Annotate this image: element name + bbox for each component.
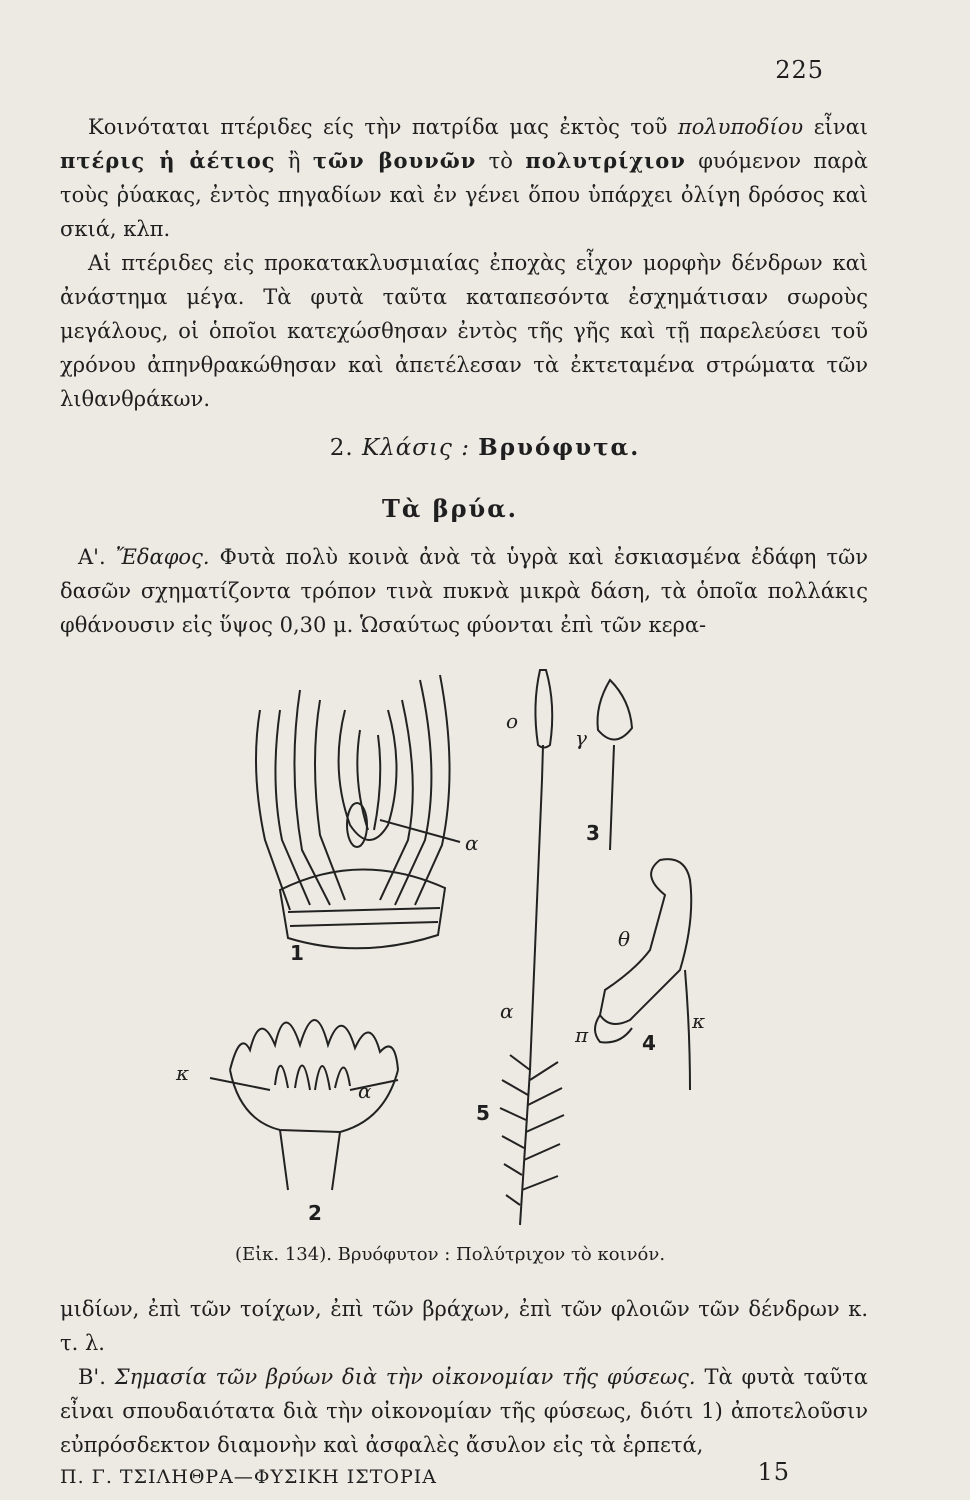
fig4-number-label: 4 [642, 1031, 656, 1055]
fig4-pi-label: π [575, 1023, 589, 1047]
fig2-alpha-label: α [358, 1079, 372, 1103]
figure-caption: (Εἰκ. 134). Βρυόφυτον : Πολύτριχον τὸ κοινόν. [234, 1244, 666, 1265]
fig1-number-label: 1 [290, 941, 304, 965]
fig5-omicron-label: ο [506, 709, 519, 733]
section-class-name: Βρυόφυτα. [478, 434, 641, 461]
paragraph-importance-text: Τὰ φυτὰ ταῦτα εἶναι σπουδαιότατα διὰ τὴν οἰκονομίαν τῆς φύσεως, διότι 1) ἀποτελοῦσιν εὐπρόσδεκτον διαμονὴν καὶ ἀσφαλὲς ἄσυλον εἰς τὰ ἑρπετά, [60, 1365, 868, 1457]
fig3-gamma-label: γ [575, 726, 587, 750]
fig2-number-label: 2 [308, 1201, 322, 1225]
fig4-sporangium-drawing [595, 859, 691, 1090]
fig3-capsule-drawing [598, 680, 633, 850]
fig5-moss-plant-drawing [500, 670, 564, 1225]
footer-book-title: Π. Γ. ΤΣΙΛΗΘΡΑ—ΦΥΣΙΚΗ ΙΣΤΟΡΙΑ [60, 1466, 437, 1488]
fig2-kappa-label: κ [176, 1061, 190, 1085]
term-polypodium: πολυποδίου [677, 115, 804, 139]
paragraph-habitat-text: Φυτὰ πολὺ κοινὰ ἀνὰ τὰ ὑγρὰ καὶ ἐσκιασμένα ἐδάφη τῶν δασῶν σχηματίζοντα τρόπον τινὰ πυκνὰ μικρὰ δάση, τὰ ὁποῖα πολλάκις φθάνουσιν εἰς ὕψος 0,30 μ. Ὡσαύτως φύονται ἐπὶ τῶν κερα- [60, 545, 868, 637]
paragraph-continuation: μιδίων, ἐπὶ τῶν τοίχων, ἐπὶ τῶν βράχων, ἐπὶ τῶν φλοιῶν τῶν δένδρων κ. τ. λ. [60, 1297, 868, 1355]
paragraph-habitat [60, 540, 868, 642]
paragraph-ferns [60, 110, 868, 416]
paragraph-importance-title: Σημασία τῶν βρύων διὰ τὴν οἰκονομίαν τῆς φύσεως. [114, 1365, 696, 1389]
moss-illustration-svg [170, 650, 890, 1230]
paragraph-ferns-history: Αἱ πτέριδες εἰς προκατακλυσμιαίας ἐποχὰς εἶχον μορφὴν δένδρων καὶ ἀνάστημα μέγα. Τὰ φυτὰ ταῦτα καταπεσόντα ἐσχημάτισαν σωροὺς μεγάλους, οἱ ὁποῖοι κατεχώσθησαν ἐντὸς τῆς γῆς καὶ τῇ παρελεύσει τοῦ χρόνου ἀπηνθρακώθησαν καὶ ἀπετέλεσαν τὰ ἐκτεταμένα στρώματα τῶν λιθανθράκων. [60, 251, 868, 411]
paragraph-ferns-rest: φυόμενον παρὰ τοὺς ῥύακας, ἐντὸς πηγαδίων καὶ ἐν γένει ὅπου ὑπάρχει ὀλίγη δρόσος καὶ σκιά, κλπ. [60, 149, 868, 241]
paragraph-ferns-or: ἢ [287, 149, 301, 173]
moss-illustration [170, 650, 890, 1230]
fig5-number-label: 5 [476, 1101, 490, 1125]
paragraph-ferns-intro: Κοινόταται πτέριδες είς τὴν πατρίδα μας ἐκτὸς τοῦ [88, 115, 668, 139]
section-number: 2. [329, 435, 354, 461]
fig1-alpha-label: α [465, 831, 479, 855]
fig5-alpha-label: α [500, 999, 514, 1023]
footer-sheet-number: 15 [757, 1458, 790, 1486]
page-number: 225 [775, 56, 824, 84]
paragraph-importance-marker: Β'. [78, 1365, 106, 1389]
term-pteris-aetios: πτέρις ἡ ἀέτιος [60, 148, 276, 173]
section-heading [0, 434, 970, 461]
section-class-label: Κλάσις : [362, 435, 470, 461]
paragraph-importance [60, 1360, 868, 1462]
paragraph-habitat-label: Ἔδαφος. [115, 545, 210, 569]
fig4-theta-label: θ [618, 927, 631, 951]
subsection-heading: Τὰ βρύα. [381, 494, 519, 523]
fig1-antheridium-drawing [256, 675, 460, 948]
term-ton-vounon: τῶν βουνῶν [312, 148, 477, 173]
fig4-kappa-label: κ [692, 1009, 706, 1033]
fig3-number-label: 3 [586, 821, 600, 845]
fig2-rosette-drawing [210, 1020, 398, 1190]
term-polytrichion: πολυτρίχιον [525, 148, 686, 173]
paragraph-ferns-article: τὸ [488, 149, 513, 173]
paragraph-habitat-marker: Α'. [78, 545, 106, 569]
paragraph-ferns-copula: εἶναι [813, 115, 868, 139]
